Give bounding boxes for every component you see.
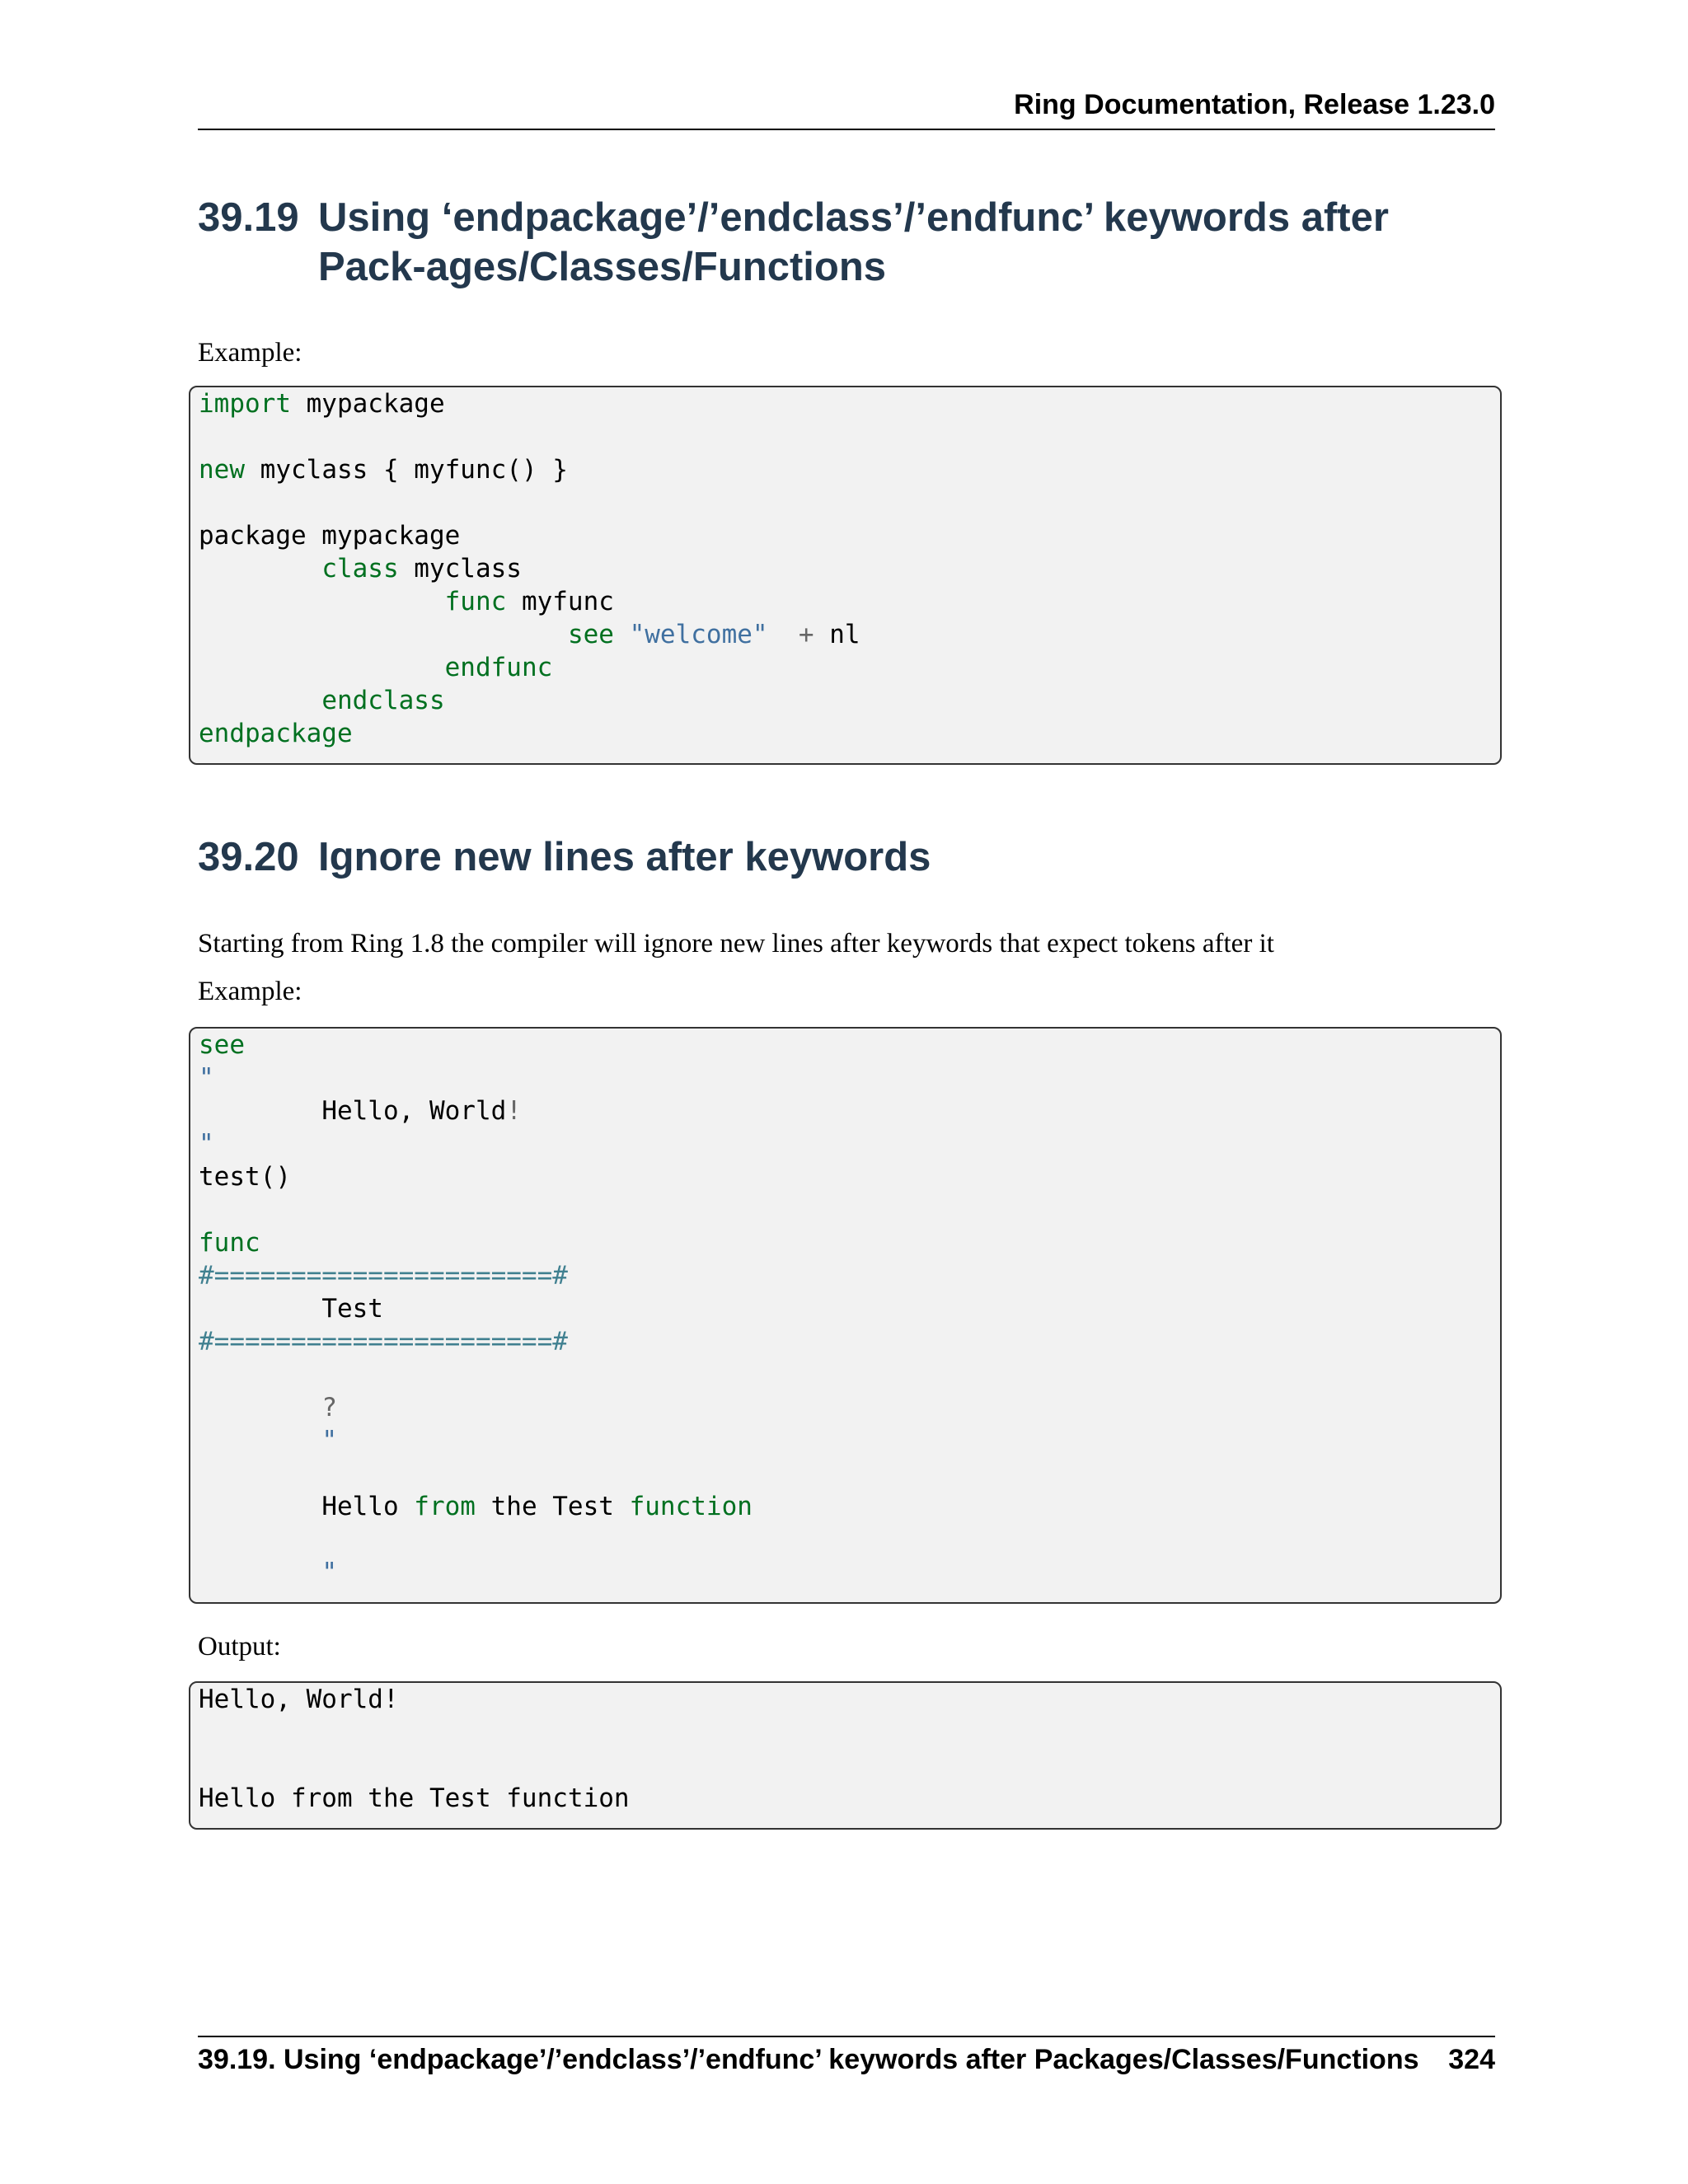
code-token: func	[199, 1228, 260, 1258]
code-block-1	[189, 386, 1502, 765]
code-token: "	[199, 1129, 214, 1159]
section-number: 39.20	[198, 835, 299, 879]
section-number: 39.19	[198, 195, 299, 240]
code-token: Test	[199, 1294, 383, 1324]
code-line	[199, 420, 1500, 453]
code-token: "	[321, 1426, 337, 1455]
code-line	[199, 1523, 1500, 1556]
code-line	[199, 717, 1500, 750]
code-line	[199, 1160, 1500, 1193]
code-line	[199, 1094, 1500, 1127]
code-line	[199, 651, 1500, 684]
code-token: from	[414, 1492, 476, 1521]
code-token: "welcome"	[629, 620, 768, 649]
code-token: ?	[321, 1393, 337, 1422]
section-heading-39-20	[198, 832, 1495, 882]
code-line	[199, 1457, 1500, 1490]
code-token	[199, 1393, 321, 1422]
section-title: Ignore new lines after keywords	[318, 835, 931, 879]
code-line	[199, 1292, 1500, 1325]
code-line	[199, 684, 1500, 717]
code-line	[199, 1193, 1500, 1226]
code-token: myfunc	[506, 587, 614, 616]
code-line	[199, 1029, 1500, 1062]
code-line	[199, 1424, 1500, 1457]
footer-title: 39.19. Using ‘endpackage’/’endclass’/’endfunc’ keywords after Packages/Classes/Functions	[198, 2044, 1419, 2075]
code-token: endclass	[199, 686, 445, 715]
code-line	[199, 1259, 1500, 1292]
code-token: func	[199, 587, 507, 616]
code-token: endpackage	[199, 719, 353, 748]
code-line	[199, 618, 1500, 651]
code-line	[199, 1749, 1500, 1782]
running-header	[198, 89, 1495, 130]
code-token: nl	[814, 620, 860, 649]
code-token: "	[199, 1063, 214, 1093]
code-token: import	[199, 389, 291, 419]
code-token: new	[199, 455, 245, 485]
code-token: myclass { myfunc() }	[245, 455, 568, 485]
code-line	[199, 1325, 1500, 1358]
code-line	[199, 1782, 1500, 1815]
code-line	[199, 1226, 1500, 1259]
code-token: #======================#	[199, 1327, 568, 1357]
code-line	[199, 453, 1500, 486]
header-title: Ring Documentation, Release 1.23.0	[1014, 89, 1495, 120]
code-listing	[190, 387, 1500, 750]
code-line	[199, 387, 1500, 420]
code-line	[199, 1490, 1500, 1523]
output-listing	[190, 1683, 1500, 1815]
code-line	[199, 486, 1500, 519]
code-token	[614, 620, 630, 649]
code-line	[199, 1391, 1500, 1424]
code-line	[199, 1556, 1500, 1589]
running-footer	[198, 2036, 1495, 2076]
code-token: function	[629, 1492, 753, 1521]
code-token: +	[798, 620, 814, 649]
example-label: Example:	[198, 977, 302, 1006]
code-line	[199, 585, 1500, 618]
code-token: Hello, World!	[199, 1685, 399, 1714]
section-paragraph: Starting from Ring 1.8 the compiler will ignore new lines after keywords that expect tokens after it	[198, 929, 1274, 958]
code-token: !	[506, 1096, 522, 1126]
code-token: #======================#	[199, 1261, 568, 1291]
code-token: Hello from the Test function	[199, 1783, 630, 1813]
code-line	[199, 519, 1500, 552]
code-line	[199, 552, 1500, 585]
example-label: Example:	[198, 338, 302, 368]
code-token	[199, 1426, 321, 1455]
code-token: mypackage	[290, 389, 445, 419]
code-token	[768, 620, 799, 649]
code-line	[199, 1716, 1500, 1749]
code-block-2	[189, 1027, 1502, 1604]
code-token: "	[321, 1558, 337, 1587]
code-token	[199, 1558, 321, 1587]
output-label: Output:	[198, 1632, 281, 1661]
code-token: test()	[199, 1162, 291, 1192]
code-line	[199, 1358, 1500, 1391]
code-token: class	[199, 554, 399, 583]
code-line	[199, 1127, 1500, 1160]
section-title: Using ‘endpackage’/’endclass’/’endfunc’ keywords after Pack-ages/Classes/Functions	[318, 195, 1389, 289]
code-token: the Test	[475, 1492, 630, 1521]
section-heading-39-19	[198, 193, 1495, 292]
page-number: 324	[1448, 2044, 1495, 2075]
code-token: Hello	[199, 1492, 415, 1521]
code-token: Hello, World	[199, 1096, 507, 1126]
code-token: package mypackage	[199, 521, 461, 551]
code-token: see	[199, 620, 614, 649]
code-line	[199, 1062, 1500, 1094]
code-token: myclass	[398, 554, 522, 583]
code-line	[199, 1683, 1500, 1716]
code-listing	[190, 1029, 1500, 1589]
code-token: see	[199, 1030, 245, 1060]
code-token: endfunc	[199, 653, 553, 682]
output-block	[189, 1681, 1502, 1830]
